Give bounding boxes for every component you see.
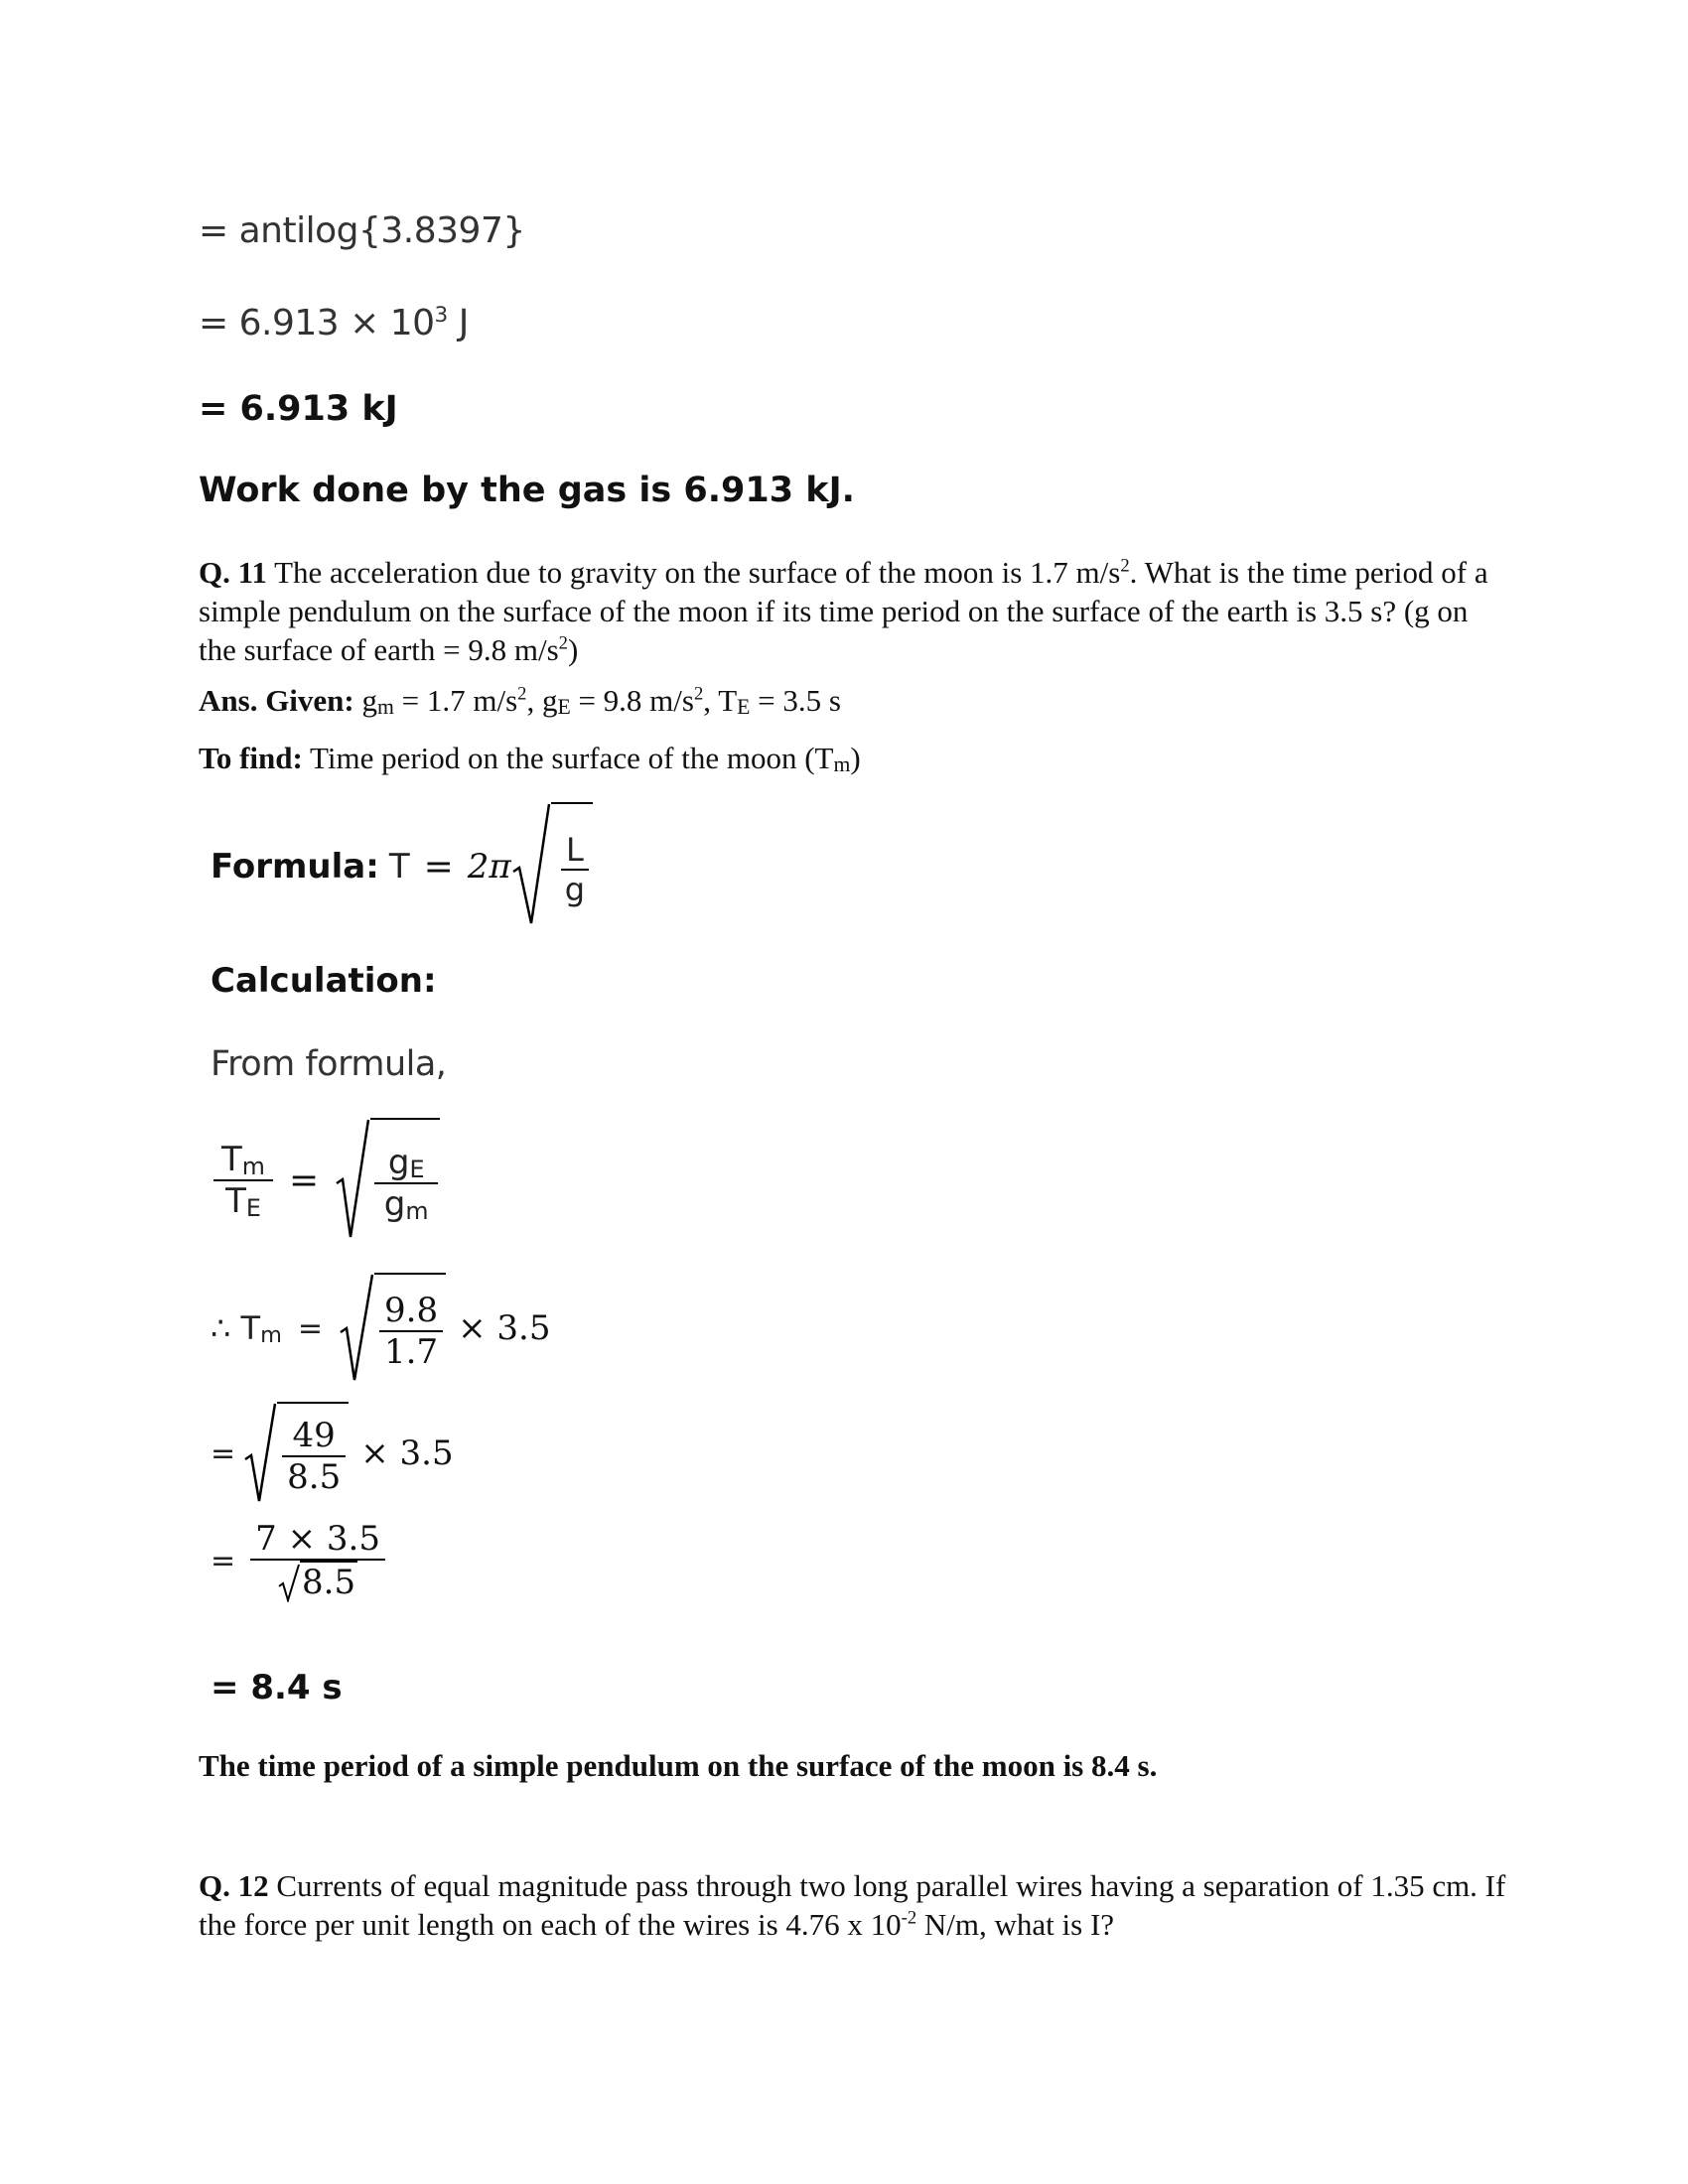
sub: E	[557, 695, 571, 720]
work-done-conclusion: Work done by the gas is 6.913 kJ.	[199, 471, 855, 510]
sub: m	[377, 695, 394, 720]
multiplier: × 3.5	[458, 1308, 551, 1348]
ge-value: = 9.8 m/s	[570, 683, 694, 718]
q11-conclusion: The time period of a simple pendulum on the surface of the moon is 8.4 s.	[199, 1748, 1158, 1783]
sub: m	[833, 752, 851, 777]
value: = 6.913 × 10	[199, 303, 435, 343]
q12-text: Currents of equal magnitude pass through two long parallel wires having a separation of 1.35 cm. If the force per unit length on each of the wires is 4.76 x 10	[199, 1868, 1506, 1942]
sup: 2	[1120, 555, 1130, 577]
sub: E	[245, 1193, 261, 1222]
eq: =	[297, 1310, 324, 1346]
sub: E	[737, 695, 751, 720]
to-find-line	[199, 739, 861, 781]
denominator: 8.5	[287, 1457, 342, 1497]
numerator: 49	[292, 1416, 336, 1455]
eq: =	[211, 1543, 236, 1578]
te-symbol: T	[718, 683, 738, 718]
tm-symbol: T	[221, 1140, 242, 1179]
numerator: L	[565, 831, 584, 869]
te-symbol: T	[225, 1181, 246, 1221]
denominator: 1.7	[384, 1332, 439, 1372]
sep: ,	[526, 683, 542, 718]
ge-symbol: g	[387, 1143, 410, 1182]
from-formula-text: From formula,	[211, 1044, 447, 1084]
q11-text-2: . What is the time period of a simple pendulum on the surface of the moon if its time period on the surface of the earth is 3.5 s? (g on the surface of earth = 9.8 m/s	[199, 555, 1488, 667]
eq: =	[289, 1160, 320, 1201]
given-label: Ans. Given:	[199, 683, 354, 718]
multiplier: × 3.5	[360, 1433, 454, 1473]
formula-line	[211, 802, 593, 931]
denominator: g	[564, 871, 586, 908]
q12-label: Q. 12	[199, 1868, 269, 1903]
numerator: 7 × 3.5	[255, 1519, 380, 1559]
sqrt	[339, 1273, 446, 1384]
antilog-step: = antilog{3.8397}	[199, 210, 525, 251]
step2-equation	[211, 1273, 550, 1384]
to-find-label: To find:	[199, 741, 303, 775]
sqrt	[243, 1402, 349, 1505]
ge-symbol: g	[541, 683, 558, 718]
radical-sign-icon	[339, 1273, 374, 1384]
sub: E	[409, 1155, 425, 1183]
sup: -2	[901, 1907, 917, 1929]
q11-text-3: )	[567, 632, 579, 667]
to-find-end: )	[850, 741, 861, 775]
numerator: 9.8	[384, 1291, 439, 1330]
q11-label: Q. 11	[199, 555, 267, 590]
exponent: 3	[434, 303, 448, 328]
unit: J	[447, 303, 469, 343]
sup: 2	[693, 683, 704, 705]
gm-symbol: g	[361, 683, 377, 718]
calculation-heading: Calculation:	[211, 961, 437, 1001]
kj-result: = 6.913 kJ	[199, 389, 398, 429]
radical-sign-icon	[243, 1402, 277, 1505]
denominator: 8.5	[272, 1561, 363, 1602]
gm-symbol: g	[383, 1184, 406, 1224]
sub: m	[241, 1152, 265, 1180]
therefore-tm: ∴ Tm	[211, 1309, 282, 1349]
gm-value: = 1.7 m/s	[393, 683, 518, 718]
to-find-text: Time period on the surface of the moon (T	[302, 741, 834, 775]
sub: m	[405, 1196, 429, 1225]
radicand	[551, 802, 593, 931]
sup: 2	[517, 683, 527, 705]
formula-coef: 2π	[467, 847, 511, 887]
radical-sign-icon	[511, 802, 551, 931]
step1-equation	[213, 1118, 440, 1243]
q11-question	[199, 553, 1509, 669]
formula-eq: =	[423, 846, 454, 887]
formula-label: Formula:	[211, 847, 379, 887]
radical-sign-icon	[278, 1563, 300, 1602]
q11-result: = 8.4 s	[211, 1668, 343, 1707]
step4-equation	[211, 1519, 386, 1602]
given-line	[199, 681, 841, 724]
eq: =	[211, 1435, 236, 1471]
sqrt	[335, 1118, 440, 1243]
radicand	[277, 1402, 349, 1505]
sqrt	[511, 802, 593, 931]
radicand	[374, 1273, 446, 1384]
scientific-notation-step	[199, 303, 469, 343]
q11-text-1: The acceleration due to gravity on the surface of the moon is 1.7 m/s	[266, 555, 1121, 590]
sep: ,	[703, 683, 719, 718]
te-value: = 3.5 s	[750, 683, 841, 718]
step3-equation	[211, 1402, 454, 1505]
radical-sign-icon	[335, 1118, 370, 1243]
q12-question	[199, 1866, 1509, 1944]
radicand	[370, 1118, 440, 1243]
formula-lhs: T	[388, 847, 410, 887]
q12-text-end: N/m, what is I?	[916, 1907, 1115, 1942]
sup: 2	[558, 632, 568, 654]
